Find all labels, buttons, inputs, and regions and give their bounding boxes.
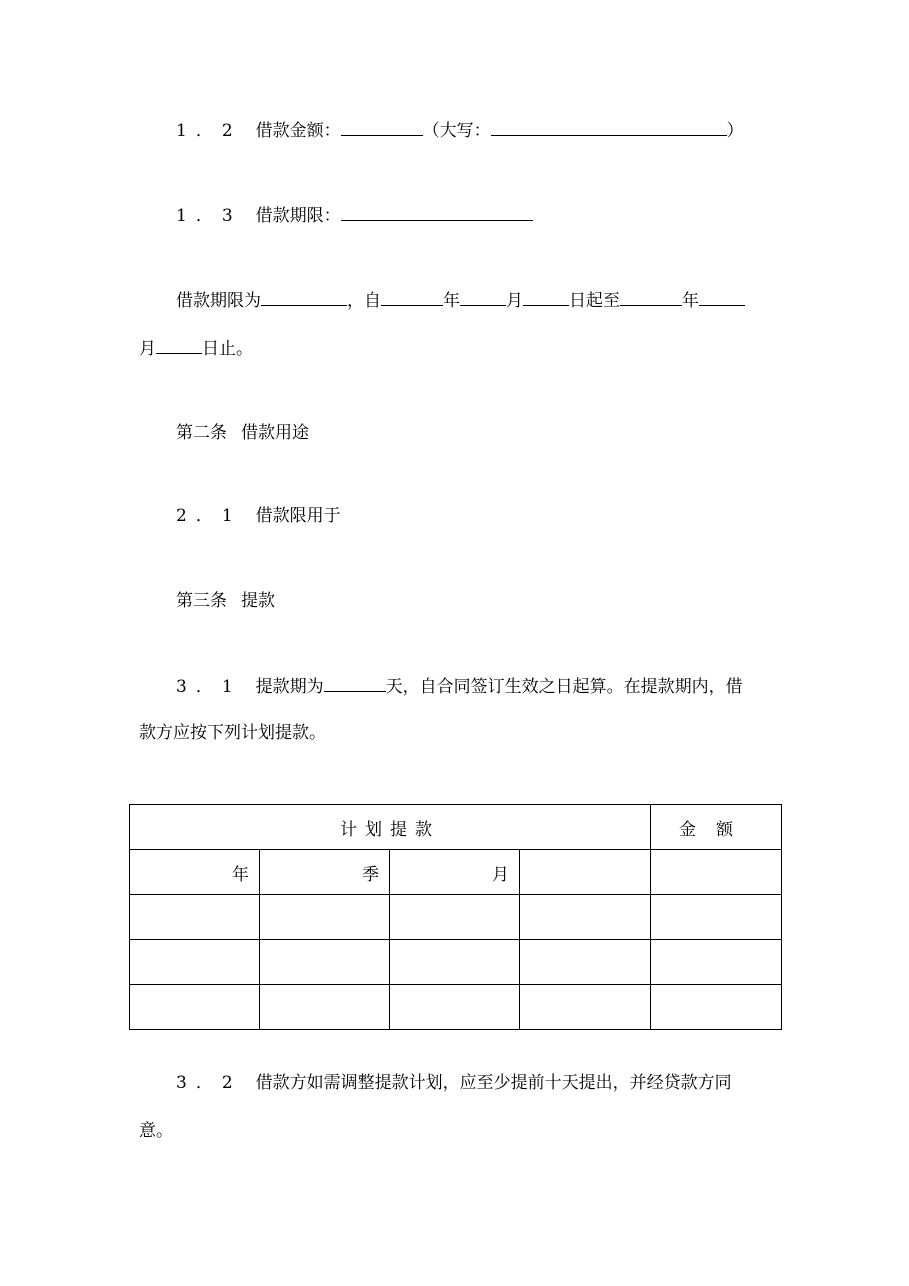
drawdown-days-blank[interactable]	[324, 675, 386, 692]
capital-amount-blank[interactable]	[491, 119, 727, 136]
table-cell[interactable]	[520, 850, 651, 895]
section-1-3	[176, 204, 533, 227]
end-month-blank-part[interactable]	[699, 289, 745, 306]
section-1-2	[176, 119, 744, 142]
purpose-text: 借款限用于	[255, 506, 341, 526]
table-row	[130, 940, 782, 985]
loan-term-blank[interactable]	[341, 204, 533, 221]
section-number: 1．3	[176, 206, 242, 226]
table-cell[interactable]	[260, 940, 390, 985]
section-number: 3．2	[176, 1073, 242, 1093]
table-cell[interactable]	[651, 850, 782, 895]
term-from: ，自	[347, 291, 381, 311]
section-3-2-line-2	[139, 1120, 173, 1142]
article-name: 提款	[241, 591, 275, 611]
month-header: 月	[390, 850, 520, 895]
end-day-blank[interactable]	[156, 337, 202, 354]
end-year-label: 年	[682, 291, 699, 311]
loan-amount-blank[interactable]	[341, 119, 423, 136]
term-sentence-line-1	[176, 289, 745, 312]
table-cell[interactable]	[520, 940, 651, 985]
table-cell[interactable]	[390, 940, 520, 985]
loan-term-label: 借款期限：	[255, 206, 341, 226]
table-cell[interactable]	[651, 895, 782, 940]
start-month-label: 月	[506, 291, 523, 311]
article-number: 第二条	[176, 423, 227, 443]
article-3-heading	[176, 590, 275, 612]
start-month-blank[interactable]	[460, 289, 506, 306]
table-cell[interactable]	[651, 985, 782, 1030]
article-name: 借款用途	[241, 423, 309, 443]
article-2-heading	[176, 422, 309, 444]
start-day-blank[interactable]	[523, 289, 569, 306]
drawdown-text-c: 款方应按下列计划提款。	[139, 723, 326, 743]
section-3-1-line-1	[176, 675, 743, 698]
section-number: 1．2	[176, 121, 242, 141]
article-number: 第三条	[176, 591, 227, 611]
capital-open-label: （大写：	[422, 121, 491, 141]
term-length-blank[interactable]	[261, 289, 347, 306]
table-cell[interactable]	[390, 985, 520, 1030]
section-number: 3．1	[176, 677, 242, 697]
table-cell[interactable]	[520, 985, 651, 1030]
plan-header: 计划提款	[130, 805, 651, 850]
term-intro: 借款期限为	[176, 291, 261, 311]
loan-amount-label: 借款金额：	[255, 121, 341, 141]
drawdown-text-b: 天，自合同签订生效之日起算。在提款期内，借	[385, 677, 743, 697]
adjust-plan-text-b: 意。	[139, 1121, 173, 1141]
year-header: 年	[130, 850, 260, 895]
start-year-blank[interactable]	[381, 289, 443, 306]
table-cell[interactable]	[130, 895, 260, 940]
term-sentence-line-2	[139, 337, 253, 360]
table-cell[interactable]	[390, 895, 520, 940]
drawdown-text-a: 提款期为	[255, 677, 324, 697]
end-day-label: 日止。	[202, 339, 253, 359]
table-subheader-row	[130, 850, 782, 895]
quarter-header: 季	[260, 850, 390, 895]
table-cell[interactable]	[260, 985, 390, 1030]
drawdown-plan-table	[129, 804, 782, 1030]
section-number: 2．1	[176, 506, 242, 526]
start-year-label: 年	[443, 291, 460, 311]
section-3-2-line-1	[176, 1072, 732, 1094]
table-cell[interactable]	[130, 940, 260, 985]
end-year-blank[interactable]	[620, 289, 682, 306]
table-row	[130, 895, 782, 940]
table-cell[interactable]	[130, 985, 260, 1030]
table-cell[interactable]	[651, 940, 782, 985]
section-3-1-line-2	[139, 722, 326, 744]
adjust-plan-text-a: 借款方如需调整提款计划，应至少提前十天提出，并经贷款方同	[255, 1073, 732, 1093]
capital-close-label: ）	[726, 121, 744, 141]
section-2-1	[176, 505, 341, 527]
table-header-row	[130, 805, 782, 850]
start-day-label: 日起至	[569, 291, 620, 311]
end-month-label: 月	[139, 339, 156, 359]
amount-header: 金额	[651, 805, 782, 850]
table-row	[130, 985, 782, 1030]
table-cell[interactable]	[260, 895, 390, 940]
table-cell[interactable]	[520, 895, 651, 940]
